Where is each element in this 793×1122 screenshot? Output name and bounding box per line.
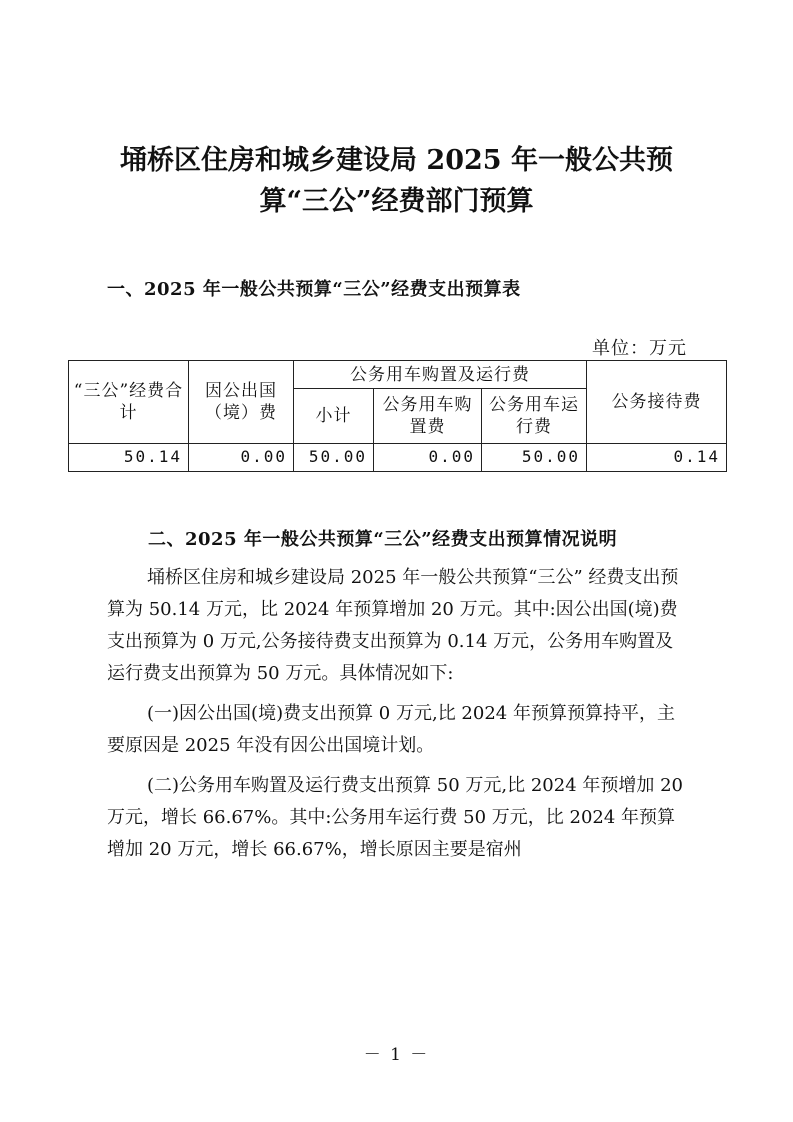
page-number: － 1 － (363, 1045, 430, 1065)
section-1-heading: 一、2025 年一般公共预算“三公”经费支出预算表 (107, 279, 521, 300)
paragraph-vehicle: (二)公务用车购置及运行费支出预算 50 万元,比 2024 年预增加 20 万元，增长 66.67%。其中:公务用车运行费 50 万元，比 2024 年预算增加 20 万元，增长 66.67%，增长原因主要是宿州 (107, 775, 683, 860)
title-line-1: 埇桥区住房和城乡建设局 2025 年一般公共预 (120, 145, 673, 176)
table-row (69, 443, 727, 471)
cell-total: 50.14 (69, 443, 189, 471)
header-reception: 公务接待费 (587, 361, 727, 444)
budget-table (68, 360, 727, 472)
table-header-row-1 (69, 361, 727, 389)
title-line-2: 算“三公”经费部门预算 (259, 186, 534, 217)
cell-vehicle-purchase: 0.00 (374, 443, 482, 471)
unit-label: 单位：万元 (592, 338, 687, 359)
header-vehicle-purchase: 公务用车购置费 (374, 389, 482, 444)
header-vehicle-operation: 公务用车运行费 (482, 389, 587, 444)
header-vehicle-group: 公务用车购置及运行费 (294, 361, 587, 389)
cell-subtotal: 50.00 (294, 443, 374, 471)
cell-abroad: 0.00 (189, 443, 294, 471)
cell-vehicle-operation: 50.00 (482, 443, 587, 471)
header-subtotal: 小计 (294, 389, 374, 444)
section-2-heading: 二、2025 年一般公共预算“三公”经费支出预算情况说明 (148, 529, 618, 550)
cell-reception: 0.14 (587, 443, 727, 471)
header-abroad: 因公出国（境）费 (189, 361, 294, 444)
header-total: “三公”经费合计 (69, 361, 189, 444)
paragraph-overview: 埇桥区住房和城乡建设局 2025 年一般公共预算“三公” 经费支出预算为 50.14 万元，比 2024 年预算增加 20 万元。其中:因公出国(境)费支出预算为 0 万元,公务接待费支出预算为 0.14 万元，公务用车购置及运行费支出预算为 50 万元。具体情况如下: (107, 567, 679, 684)
paragraph-abroad: (一)因公出国(境)费支出预算 0 万元,比 2024 年预算预算持平，主要原因是 2025 年没有因公出国境计划。 (107, 703, 675, 756)
document-title (60, 140, 733, 222)
body-text (107, 562, 687, 866)
